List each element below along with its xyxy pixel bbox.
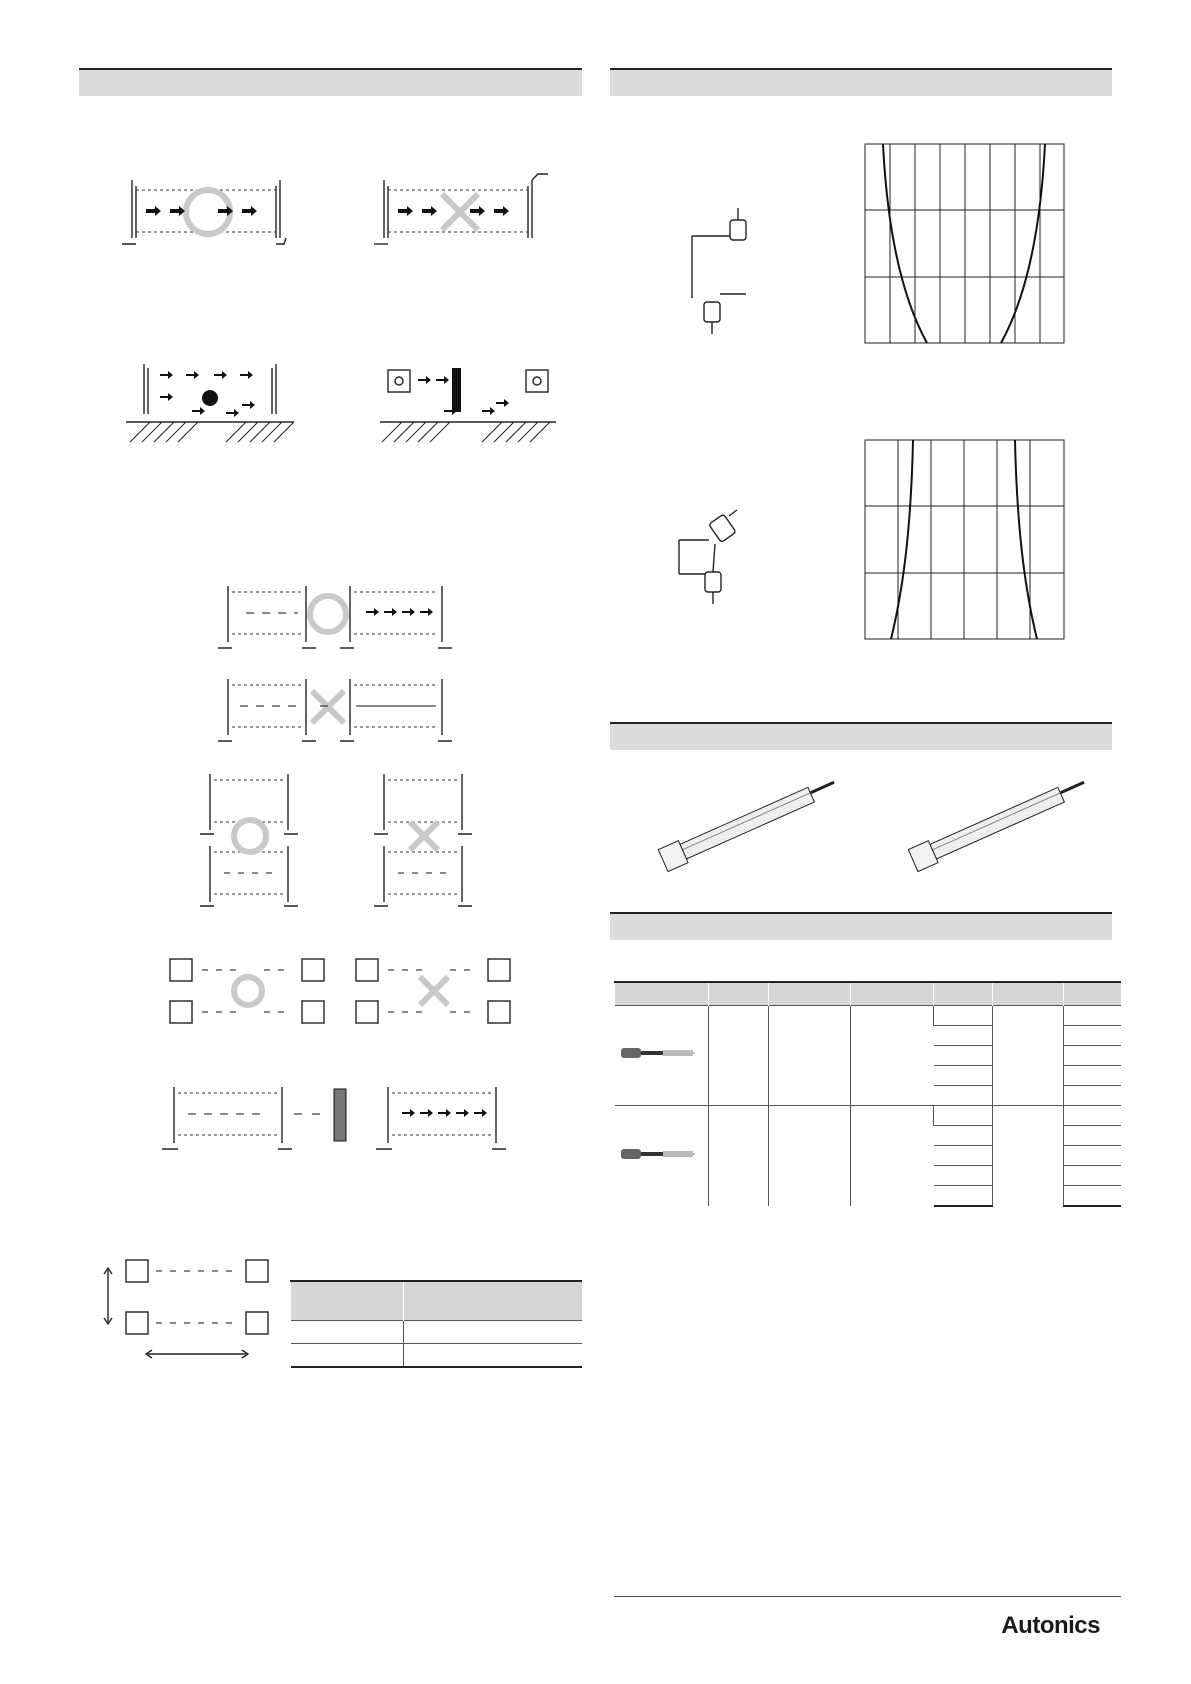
interference-back-to-back-correct [216,582,456,654]
install-diagram-incorrect [370,172,550,252]
interference-in-line-incorrect [216,675,456,747]
product-image-left [648,775,848,875]
angular-deviation-diagram [665,510,765,620]
install-diagram-correct [118,172,298,252]
interference-boxes-incorrect [354,957,514,1027]
cable-image-straight [619,1042,699,1064]
reflection-diagram-ground [116,360,296,450]
reflection-diagram-obstacle [378,360,558,450]
autonics-logo: Autonics [1001,1612,1100,1639]
installation-distance-diagram [100,1258,270,1368]
right-section-header-products [610,722,1112,750]
interference-stacked-incorrect [372,770,482,908]
right-section-header-cables [610,912,1112,940]
interference-boxes-correct [168,957,328,1027]
right-section-header-characteristics [610,68,1112,96]
footer-rule [614,1596,1121,1597]
product-image-right [898,775,1098,875]
interference-stacked-correct [198,770,308,908]
installation-distance-table [290,1280,582,1368]
parallel-shift-diagram [678,200,778,340]
angular-deviation-chart [865,440,1065,640]
parallel-shift-chart [865,144,1065,344]
interference-reflector-diagram [158,1085,538,1155]
connector-cable-table [614,981,1121,1207]
cable-image-angled [619,1143,699,1165]
left-section-header [79,68,582,96]
